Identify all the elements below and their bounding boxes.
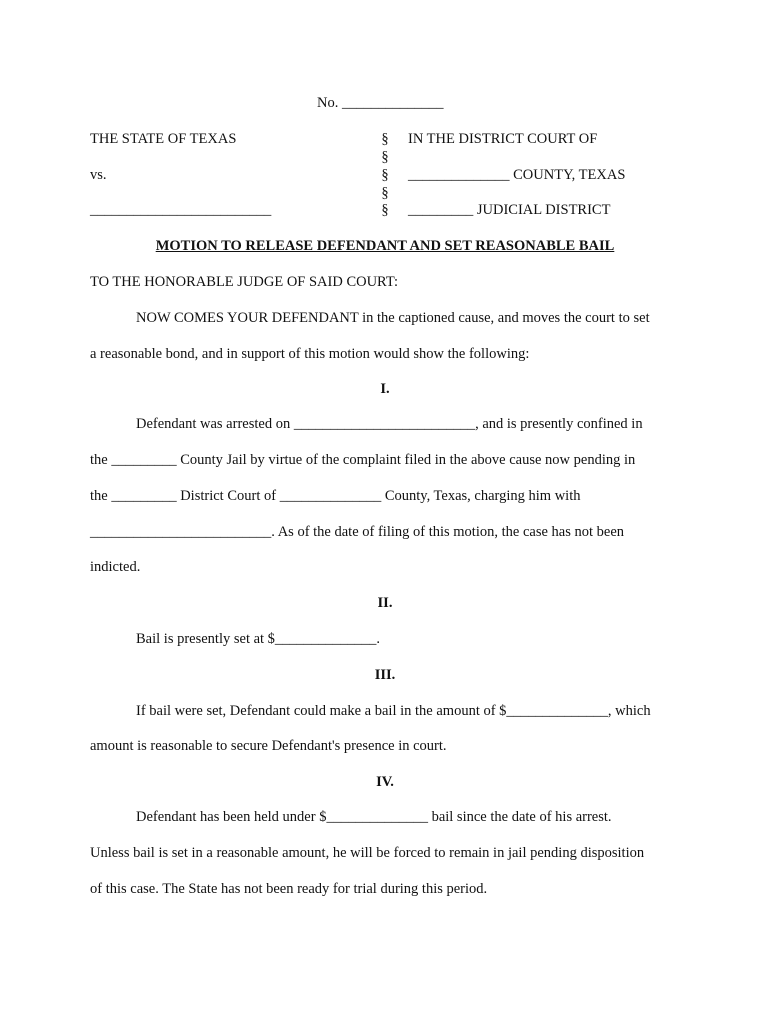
document-title: MOTION TO RELEASE DEFENDANT AND SET REASONABLE BAIL: [155, 238, 615, 254]
section-heading-3: III.: [374, 667, 396, 683]
section-4-line: Unless bail is set in a reasonable amount, he will be forced to remain in jail pending disposition: [90, 845, 645, 861]
caption-defendant-blank: _________________________: [90, 202, 272, 218]
intro-line: a reasonable bond, and in support of this motion would show the following:: [90, 346, 530, 362]
section-heading-1: I.: [380, 381, 390, 397]
caption-state: THE STATE OF TEXAS: [90, 131, 237, 147]
intro-line: NOW COMES YOUR DEFENDANT in the captioned cause, and moves the court to set: [136, 310, 650, 326]
section-1-line: indicted.: [90, 559, 141, 575]
salutation: TO THE HONORABLE JUDGE OF SAID COURT:: [90, 274, 399, 290]
caption-district: _________ JUDICIAL DISTRICT: [408, 202, 611, 218]
section-heading-4: IV.: [376, 774, 394, 790]
caption-vs: vs.: [90, 167, 107, 183]
section-1-line: Defendant was arrested on _________________________, and is presently confined in: [136, 416, 643, 432]
section-3-line: amount is reasonable to secure Defendant's presence in court.: [90, 738, 447, 754]
caption-court: IN THE DISTRICT COURT OF: [408, 131, 598, 147]
section-symbol: §: [381, 202, 389, 218]
section-4-line: of this case. The State has not been ready for trial during this period.: [90, 881, 488, 897]
section-symbol: §: [381, 131, 389, 147]
section-1-line: _________________________. As of the date of filing of this motion, the case has not been: [90, 524, 625, 540]
section-heading-2: II.: [377, 595, 393, 611]
section-1-line: the _________ District Court of ______________ County, Texas, charging him with: [90, 488, 581, 504]
caption-county: ______________ COUNTY, TEXAS: [408, 167, 626, 183]
section-3-line: If bail were set, Defendant could make a bail in the amount of $______________, which: [136, 703, 651, 719]
section-4-line: Defendant has been held under $______________ bail since the date of his arrest.: [136, 809, 612, 825]
section-symbol: §: [381, 185, 389, 201]
case-number: No. ______________: [317, 95, 444, 111]
section-symbol: §: [381, 167, 389, 183]
section-2-line: Bail is presently set at $______________.: [136, 631, 381, 647]
section-1-line: the _________ County Jail by virtue of the complaint filed in the above cause now pending in: [90, 452, 636, 468]
section-symbol: §: [381, 149, 389, 165]
